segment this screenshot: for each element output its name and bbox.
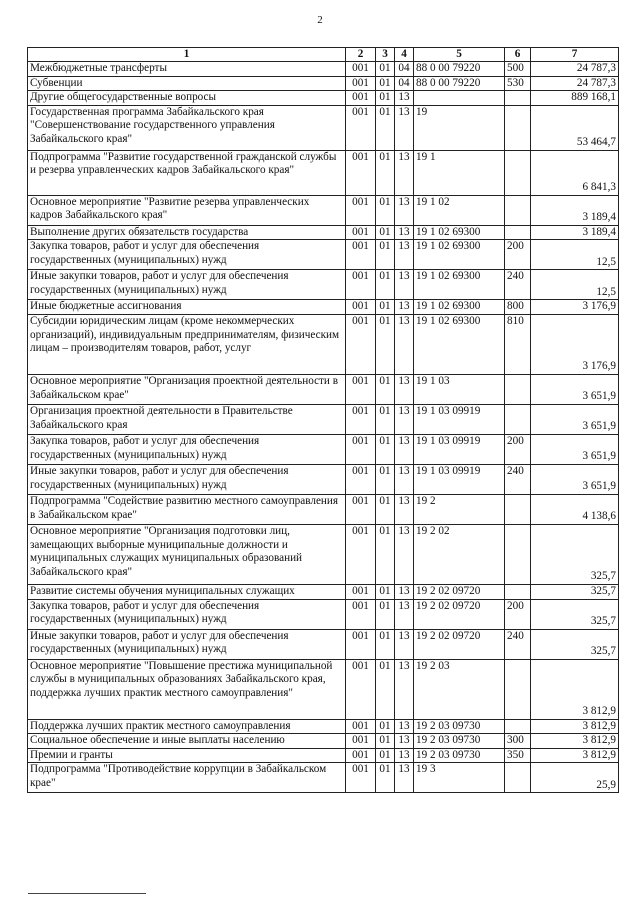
cell-sum: 53 464,7 (531, 105, 619, 150)
cell-admin-code: 001 (346, 374, 376, 404)
cell-admin-code: 001 (346, 76, 376, 91)
cell-expense-type: 200 (505, 599, 531, 629)
table-row (28, 150, 619, 195)
cell-name: Закупка товаров, работ и услуг для обеспечения государственных (муниципальных) нужд (28, 434, 346, 464)
column-header: 5 (414, 48, 505, 62)
column-header: 7 (531, 48, 619, 62)
cell-section: 01 (376, 76, 395, 91)
cell-admin-code: 001 (346, 434, 376, 464)
cell-target-article: 19 1 02 69300 (414, 240, 505, 270)
cell-expense-type (505, 763, 531, 793)
cell-admin-code: 001 (346, 314, 376, 374)
cell-admin-code: 001 (346, 734, 376, 749)
cell-sum: 12,5 (531, 270, 619, 300)
cell-name: Закупка товаров, работ и услуг для обеспечения государственных (муниципальных) нужд (28, 240, 346, 270)
cell-sum: 4 138,6 (531, 494, 619, 524)
cell-target-article: 19 2 02 09720 (414, 629, 505, 659)
page-number: 2 (317, 14, 323, 26)
cell-subsection: 13 (395, 374, 414, 404)
cell-expense-type: 240 (505, 270, 531, 300)
cell-admin-code: 001 (346, 150, 376, 195)
cell-admin-code: 001 (346, 300, 376, 315)
cell-subsection: 13 (395, 494, 414, 524)
cell-subsection: 13 (395, 105, 414, 150)
cell-admin-code: 001 (346, 91, 376, 106)
cell-expense-type (505, 374, 531, 404)
cell-subsection: 13 (395, 629, 414, 659)
cell-expense-type (505, 105, 531, 150)
table-header-row (28, 48, 619, 62)
cell-admin-code: 001 (346, 195, 376, 225)
cell-expense-type (505, 404, 531, 434)
cell-sum: 12,5 (531, 240, 619, 270)
cell-sum: 3 651,9 (531, 374, 619, 404)
cell-expense-type: 810 (505, 314, 531, 374)
cell-sum: 325,7 (531, 524, 619, 584)
column-header: 4 (395, 48, 414, 62)
cell-admin-code: 001 (346, 240, 376, 270)
cell-target-article: 19 1 02 69300 (414, 225, 505, 240)
cell-section: 01 (376, 494, 395, 524)
cell-section: 01 (376, 240, 395, 270)
table-row (28, 719, 619, 734)
cell-name: Основное мероприятие "Повышение престижа муниципальной службы в муниципальных образованиях Забайкальского края, поддержка лучших практик местного самоуправления" (28, 659, 346, 719)
cell-name: Выполнение других обязательств государства (28, 225, 346, 240)
cell-section: 01 (376, 763, 395, 793)
cell-admin-code: 001 (346, 494, 376, 524)
cell-subsection: 13 (395, 195, 414, 225)
cell-expense-type: 200 (505, 240, 531, 270)
cell-name: Другие общегосударственные вопросы (28, 91, 346, 106)
cell-target-article: 19 1 03 09919 (414, 434, 505, 464)
cell-subsection: 13 (395, 659, 414, 719)
table-row (28, 748, 619, 763)
cell-admin-code: 001 (346, 599, 376, 629)
table-row (28, 734, 619, 749)
cell-subsection: 13 (395, 150, 414, 195)
table-row (28, 763, 619, 793)
cell-name: Иные закупки товаров, работ и услуг для обеспечения государственных (муниципальных) нужд (28, 629, 346, 659)
table-row (28, 599, 619, 629)
cell-sum: 3 812,9 (531, 719, 619, 734)
cell-section: 01 (376, 434, 395, 464)
cell-expense-type (505, 584, 531, 599)
cell-name: Подпрограмма "Противодействие коррупции в Забайкальском крае" (28, 763, 346, 793)
cell-subsection: 13 (395, 225, 414, 240)
cell-expense-type (505, 719, 531, 734)
cell-expense-type (505, 91, 531, 106)
cell-expense-type: 240 (505, 629, 531, 659)
cell-target-article: 19 1 02 69300 (414, 270, 505, 300)
cell-name: Основное мероприятие "Организация подготовки лиц, замещающих выборные муниципальные должности и муниципальных служащих муниципальных образований Забайкальского края" (28, 524, 346, 584)
cell-admin-code: 001 (346, 404, 376, 434)
table-row (28, 404, 619, 434)
cell-name: Государственная программа Забайкальского края "Совершенствование государственного управления Забайкальского края" (28, 105, 346, 150)
cell-expense-type: 800 (505, 300, 531, 315)
cell-target-article: 19 1 02 69300 (414, 314, 505, 374)
cell-subsection: 13 (395, 763, 414, 793)
cell-sum: 325,7 (531, 584, 619, 599)
table-row (28, 314, 619, 374)
cell-subsection: 13 (395, 300, 414, 315)
cell-target-article (414, 91, 505, 106)
cell-expense-type (505, 225, 531, 240)
cell-subsection: 13 (395, 719, 414, 734)
cell-sum: 325,7 (531, 629, 619, 659)
cell-section: 01 (376, 105, 395, 150)
cell-target-article: 19 1 02 (414, 195, 505, 225)
cell-sum: 3 651,9 (531, 404, 619, 434)
table-row (28, 300, 619, 315)
cell-subsection: 13 (395, 599, 414, 629)
cell-subsection: 13 (395, 734, 414, 749)
column-header: 2 (346, 48, 376, 62)
table-row (28, 225, 619, 240)
cell-section: 01 (376, 300, 395, 315)
cell-section: 01 (376, 464, 395, 494)
table-row (28, 270, 619, 300)
cell-sum: 3 812,9 (531, 748, 619, 763)
table-row (28, 195, 619, 225)
cell-section: 01 (376, 524, 395, 584)
cell-section: 01 (376, 719, 395, 734)
cell-target-article: 19 2 03 09730 (414, 734, 505, 749)
cell-sum: 3 176,9 (531, 300, 619, 315)
cell-name: Иные бюджетные ассигнования (28, 300, 346, 315)
cell-target-article: 19 2 02 (414, 524, 505, 584)
table-row (28, 434, 619, 464)
cell-target-article: 19 2 02 09720 (414, 599, 505, 629)
cell-subsection: 13 (395, 91, 414, 106)
cell-section: 01 (376, 195, 395, 225)
cell-admin-code: 001 (346, 659, 376, 719)
cell-expense-type (505, 494, 531, 524)
cell-sum: 3 189,4 (531, 225, 619, 240)
cell-section: 01 (376, 404, 395, 434)
cell-sum: 3 812,9 (531, 734, 619, 749)
cell-sum: 3 176,9 (531, 314, 619, 374)
cell-name: Организация проектной деятельности в Правительстве Забайкальского края (28, 404, 346, 434)
cell-section: 01 (376, 629, 395, 659)
cell-admin-code: 001 (346, 748, 376, 763)
cell-target-article: 19 1 03 (414, 374, 505, 404)
cell-name: Субвенции (28, 76, 346, 91)
cell-sum: 325,7 (531, 599, 619, 629)
cell-admin-code: 001 (346, 719, 376, 734)
cell-target-article: 19 2 (414, 494, 505, 524)
cell-target-article: 19 2 03 09730 (414, 719, 505, 734)
table-row (28, 76, 619, 91)
cell-target-article: 19 (414, 105, 505, 150)
cell-expense-type (505, 195, 531, 225)
cell-name: Премии и гранты (28, 748, 346, 763)
cell-admin-code: 001 (346, 524, 376, 584)
cell-name: Иные закупки товаров, работ и услуг для обеспечения государственных (муниципальных) нужд (28, 270, 346, 300)
cell-section: 01 (376, 599, 395, 629)
cell-subsection: 13 (395, 584, 414, 599)
column-header: 1 (28, 48, 346, 62)
table-row (28, 584, 619, 599)
table-row (28, 659, 619, 719)
cell-target-article: 19 1 02 69300 (414, 300, 505, 315)
table-row (28, 105, 619, 150)
table-row (28, 91, 619, 106)
cell-section: 01 (376, 584, 395, 599)
cell-subsection: 13 (395, 464, 414, 494)
table-row (28, 524, 619, 584)
cell-section: 01 (376, 374, 395, 404)
cell-sum: 3 189,4 (531, 195, 619, 225)
cell-subsection: 13 (395, 524, 414, 584)
cell-sum: 25,9 (531, 763, 619, 793)
cell-section: 01 (376, 748, 395, 763)
cell-name: Субсидии юридическим лицам (кроме некоммерческих организаций), индивидуальным предпринимателям, физическим лицам – производителям товаров, работ, услуг (28, 314, 346, 374)
cell-expense-type (505, 524, 531, 584)
cell-subsection: 13 (395, 404, 414, 434)
cell-section: 01 (376, 91, 395, 106)
cell-section: 01 (376, 659, 395, 719)
cell-name: Основное мероприятие "Развитие резерва управленческих кадров Забайкальского края" (28, 195, 346, 225)
cell-target-article: 19 2 03 09730 (414, 748, 505, 763)
table-row (28, 374, 619, 404)
cell-sum: 3 812,9 (531, 659, 619, 719)
cell-sum: 3 651,9 (531, 464, 619, 494)
cell-subsection: 13 (395, 748, 414, 763)
cell-name: Социальное обеспечение и иные выплаты населению (28, 734, 346, 749)
budget-table (27, 47, 619, 793)
cell-target-article: 19 2 03 (414, 659, 505, 719)
cell-admin-code: 001 (346, 105, 376, 150)
column-header: 3 (376, 48, 395, 62)
cell-expense-type: 350 (505, 748, 531, 763)
cell-expense-type: 530 (505, 76, 531, 91)
cell-section: 01 (376, 314, 395, 374)
cell-sum: 24 787,3 (531, 62, 619, 77)
cell-name: Развитие системы обучения муниципальных служащих (28, 584, 346, 599)
cell-subsection: 13 (395, 270, 414, 300)
cell-name: Подпрограмма "Содействие развитию местного самоуправления в Забайкальском крае" (28, 494, 346, 524)
cell-target-article: 19 2 02 09720 (414, 584, 505, 599)
cell-name: Закупка товаров, работ и услуг для обеспечения государственных (муниципальных) нужд (28, 599, 346, 629)
cell-name: Иные закупки товаров, работ и услуг для обеспечения государственных (муниципальных) нужд (28, 464, 346, 494)
table-row (28, 62, 619, 77)
cell-section: 01 (376, 62, 395, 77)
cell-subsection: 13 (395, 314, 414, 374)
cell-section: 01 (376, 270, 395, 300)
cell-admin-code: 001 (346, 225, 376, 240)
cell-section: 01 (376, 225, 395, 240)
cell-section: 01 (376, 734, 395, 749)
cell-subsection: 13 (395, 240, 414, 270)
table-row (28, 629, 619, 659)
table-row (28, 464, 619, 494)
cell-target-article: 88 0 00 79220 (414, 62, 505, 77)
column-header: 6 (505, 48, 531, 62)
cell-expense-type: 200 (505, 434, 531, 464)
cell-admin-code: 001 (346, 62, 376, 77)
cell-target-article: 19 1 (414, 150, 505, 195)
cell-expense-type: 240 (505, 464, 531, 494)
cell-expense-type: 300 (505, 734, 531, 749)
cell-subsection: 04 (395, 76, 414, 91)
cell-subsection: 04 (395, 62, 414, 77)
cell-subsection: 13 (395, 434, 414, 464)
cell-admin-code: 001 (346, 464, 376, 494)
cell-target-article: 88 0 00 79220 (414, 76, 505, 91)
table-row (28, 494, 619, 524)
cell-sum: 3 651,9 (531, 434, 619, 464)
cell-target-article: 19 3 (414, 763, 505, 793)
cell-admin-code: 001 (346, 763, 376, 793)
cell-section: 01 (376, 150, 395, 195)
cell-sum: 6 841,3 (531, 150, 619, 195)
cell-admin-code: 001 (346, 584, 376, 599)
cell-admin-code: 001 (346, 270, 376, 300)
footnote-separator (28, 893, 146, 894)
cell-admin-code: 001 (346, 629, 376, 659)
cell-name: Межбюджетные трансферты (28, 62, 346, 77)
cell-expense-type (505, 150, 531, 195)
cell-target-article: 19 1 03 09919 (414, 404, 505, 434)
cell-name: Основное мероприятие "Организация проектной деятельности в Забайкальском крае" (28, 374, 346, 404)
cell-expense-type: 500 (505, 62, 531, 77)
cell-sum: 24 787,3 (531, 76, 619, 91)
cell-sum: 889 168,1 (531, 91, 619, 106)
cell-target-article: 19 1 03 09919 (414, 464, 505, 494)
cell-name: Подпрограмма "Развитие государственной гражданской службы и резерва управленческих кадров Забайкальского края" (28, 150, 346, 195)
cell-expense-type (505, 659, 531, 719)
table-row (28, 240, 619, 270)
cell-name: Поддержка лучших практик местного самоуправления (28, 719, 346, 734)
